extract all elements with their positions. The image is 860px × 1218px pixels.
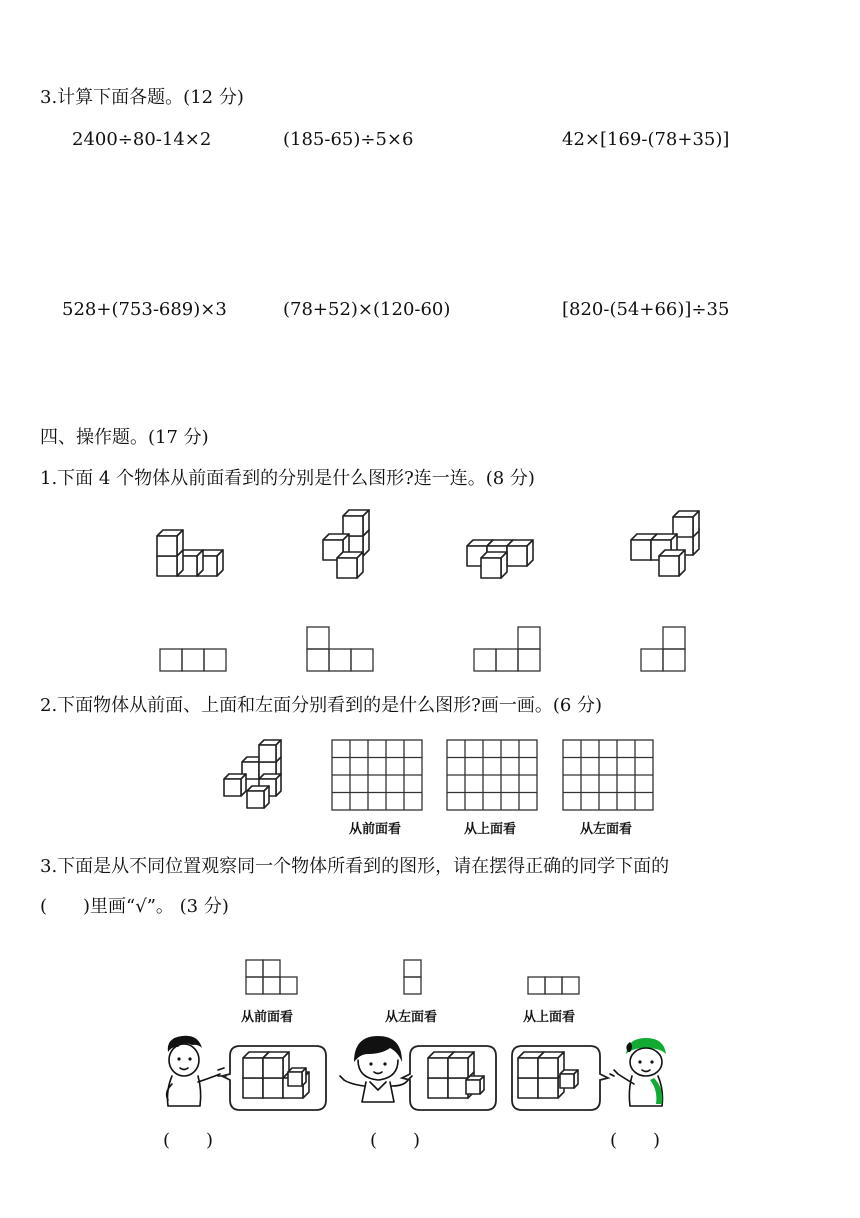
speech-bubble-2 — [402, 1046, 496, 1110]
q2-grid-top — [447, 740, 537, 810]
q2-grid-left — [563, 740, 653, 810]
calc-expression-2: (185-65)÷5×6 — [283, 129, 414, 150]
question3-text-line1: 3.下面是从不同位置观察同一个物体所看到的图形，请在摆得正确的同学下面的 — [40, 856, 670, 877]
q3-label-top: 从上面看 — [523, 1010, 576, 1025]
q1-object-3 — [467, 540, 533, 578]
section4-heading: 四、操作题。(17 分) — [40, 427, 209, 448]
q2-grid-front — [332, 740, 422, 810]
section3-heading: 3.计算下面各题。(12 分) — [40, 87, 244, 108]
child-girl-middle — [340, 1036, 412, 1102]
child-boy-left — [167, 1036, 226, 1106]
q3-view-top — [528, 977, 579, 994]
answer-bracket-2[interactable]: ( ) — [370, 1130, 421, 1151]
speech-bubble-1 — [222, 1046, 326, 1110]
calc-expression-4: 528+(753-689)×3 — [62, 299, 227, 320]
question3-text-line2: ( )里画“√”。 (3 分) — [40, 896, 229, 917]
q1-object-4 — [631, 511, 699, 576]
q1-view-3 — [474, 627, 540, 671]
calc-expression-6: [820-(54+66)]÷35 — [562, 299, 730, 320]
q3-label-front: 从前面看 — [241, 1010, 294, 1025]
answer-bracket-1[interactable]: ( ) — [163, 1130, 214, 1151]
q1-object-2 — [323, 510, 369, 578]
q2-label-left: 从左面看 — [580, 822, 633, 837]
q2-object — [224, 740, 281, 808]
q1-view-2 — [307, 627, 373, 671]
question2-text: 2.下面物体从前面、上面和左面分别看到的是什么图形?画一画。(6 分) — [40, 695, 603, 716]
calc-expression-1: 2400÷80-14×2 — [72, 129, 212, 150]
speech-bubble-3 — [512, 1046, 608, 1110]
calc-expression-3: 42×[169-(78+35)] — [562, 129, 730, 150]
q1-object-1 — [157, 530, 223, 576]
q3-view-left — [404, 960, 421, 994]
q2-label-top: 从上面看 — [464, 822, 517, 837]
answer-bracket-3[interactable]: ( ) — [610, 1130, 661, 1151]
question1-text: 1.下面 4 个物体从前面看到的分别是什么图形?连一连。(8 分) — [40, 468, 535, 489]
q3-label-left: 从左面看 — [385, 1010, 438, 1025]
q3-view-front — [246, 960, 297, 994]
q1-view-1 — [160, 649, 226, 671]
child-boy-right — [610, 1038, 666, 1106]
q1-view-4 — [641, 627, 685, 671]
q2-label-front: 从前面看 — [349, 822, 402, 837]
calc-expression-5: (78+52)×(120-60) — [283, 299, 451, 320]
